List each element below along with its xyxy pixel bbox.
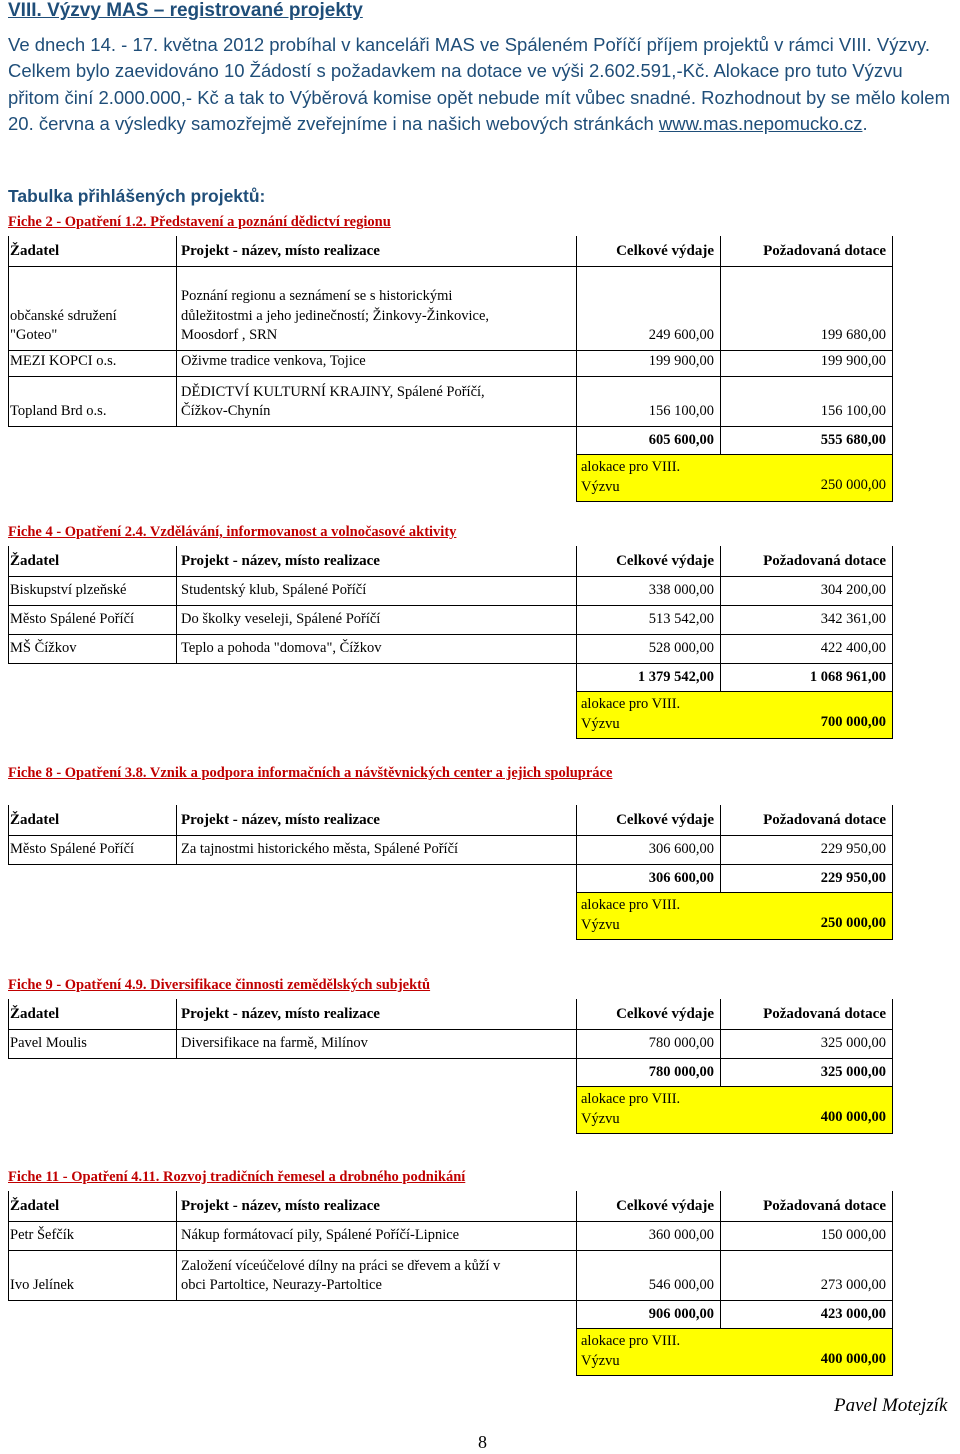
total-cell: 338 000,00 (648, 582, 714, 598)
column-divider (576, 1191, 577, 1301)
project-cell: DĚDICTVÍ KULTURNÍ KRAJINY, Spálené Poříčí, Čížkov-Chynín (181, 383, 485, 419)
subsidy-cell: 325 000,00 (820, 1035, 886, 1051)
sum-subsidy: 555 680,00 (820, 432, 886, 448)
table-heading: Tabulka přihlášených projektů: (8, 186, 266, 206)
section-title: Fiche 9 - Opatření 4.9. Diversifikace činnosti zemědělských subjektů (8, 977, 431, 993)
applicant-cell: Petr Šefčík (10, 1227, 75, 1243)
row-divider (8, 576, 892, 577)
sum-subsidy: 1 068 961,00 (809, 669, 886, 685)
allocation-value: 400 000,00 (820, 1351, 886, 1367)
sum-subsidy: 423 000,00 (820, 1306, 886, 1322)
column-divider (8, 1191, 9, 1301)
project-cell: Do školky veseleji, Spálené Poříčí (181, 611, 381, 627)
column-divider (176, 805, 177, 865)
project-cell: Teplo a pohoda "domova", Čížkov (181, 640, 382, 656)
total-cell: 780 000,00 (648, 1035, 714, 1051)
column-header-total: Celkové výdaje (616, 1006, 714, 1022)
column-header-project: Projekt - název, místo realizace (181, 1006, 380, 1022)
column-divider (720, 999, 721, 1059)
column-divider (720, 1191, 721, 1301)
column-divider (720, 546, 721, 664)
row-divider (8, 1221, 892, 1222)
total-cell: 156 100,00 (648, 403, 714, 419)
subsidy-cell: 199 900,00 (820, 353, 886, 369)
column-header-total: Celkové výdaje (616, 812, 714, 828)
row-divider (8, 350, 892, 351)
applicant-cell: Ivo Jelínek (10, 1277, 75, 1293)
column-header-applicant: Žadatel (10, 553, 60, 569)
column-divider (176, 236, 177, 427)
column-divider (8, 546, 9, 664)
column-divider (720, 805, 721, 865)
sum-total: 306 600,00 (648, 870, 714, 886)
column-divider (576, 999, 577, 1059)
allocation-label: alokace pro VIII. Výzvu (581, 1333, 681, 1369)
section-title: Fiche 4 - Opatření 2.4. Vzdělávání, informovanost a volnočasové aktivity (8, 524, 457, 540)
column-divider (576, 1300, 577, 1329)
row-divider (8, 1300, 892, 1301)
row-divider (8, 1058, 892, 1059)
column-header-project: Projekt - název, místo realizace (181, 553, 380, 569)
allocation-box (576, 1086, 893, 1134)
row-divider (8, 634, 892, 635)
column-divider (576, 546, 577, 664)
column-header-project: Projekt - název, místo realizace (181, 812, 380, 828)
allocation-box (576, 454, 893, 502)
allocation-value: 700 000,00 (820, 714, 886, 730)
allocation-value: 250 000,00 (820, 477, 886, 493)
section-title: Fiche 11 - Opatření 4.11. Rozvoj tradičních řemesel a drobného podnikání (8, 1169, 466, 1185)
sum-total: 780 000,00 (648, 1064, 714, 1080)
row-divider (8, 426, 892, 427)
applicant-cell: Pavel Moulis (10, 1035, 87, 1051)
column-divider (576, 236, 577, 427)
total-cell: 528 000,00 (648, 640, 714, 656)
row-divider (8, 835, 892, 836)
column-divider (720, 426, 721, 455)
applicant-cell: MŠ Čížkov (10, 640, 77, 656)
applicant-cell: Biskupství plzeňské (10, 582, 127, 598)
total-cell: 546 000,00 (648, 1277, 714, 1293)
row-divider (8, 605, 892, 606)
subsidy-cell: 273 000,00 (820, 1277, 886, 1293)
website-link[interactable]: www.mas.nepomucko.cz (658, 113, 863, 135)
signature: Pavel Motejzík (834, 1395, 948, 1416)
column-divider (8, 236, 9, 427)
column-header-subsidy: Požadovaná dotace (763, 1006, 886, 1022)
subsidy-cell: 156 100,00 (820, 403, 886, 419)
sum-subsidy: 325 000,00 (820, 1064, 886, 1080)
allocation-value: 400 000,00 (820, 1109, 886, 1125)
sum-total: 906 000,00 (648, 1306, 714, 1322)
subsidy-cell: 150 000,00 (820, 1227, 886, 1243)
project-cell: Založení víceúčelové dílny na práci se dřevem a kůží v obci Partoltice, Neurazy-Partoltice (181, 1257, 501, 1293)
subsidy-cell: 229 950,00 (820, 841, 886, 857)
column-header-subsidy: Požadovaná dotace (763, 812, 886, 828)
column-divider (576, 805, 577, 865)
allocation-value: 250 000,00 (820, 915, 886, 931)
column-divider (720, 236, 721, 427)
column-divider (576, 1058, 577, 1087)
section-title: Fiche 8 - Opatření 3.8. Vznik a podpora informačních a návštěvnických center a jejich spolupráce (8, 765, 613, 781)
total-cell: 360 000,00 (648, 1227, 714, 1243)
row-divider (8, 266, 892, 267)
row-divider (8, 663, 892, 664)
allocation-label: alokace pro VIII. Výzvu (581, 696, 681, 732)
column-divider (176, 999, 177, 1059)
total-cell: 513 542,00 (648, 611, 714, 627)
row-divider (8, 1250, 892, 1251)
total-cell: 199 900,00 (648, 353, 714, 369)
allocation-box (576, 1328, 893, 1376)
column-header-applicant: Žadatel (10, 243, 60, 259)
section-title: Fiche 2 - Opatření 1.2. Představení a poznání dědictví regionu (8, 214, 391, 230)
column-divider (576, 426, 577, 455)
column-divider (892, 426, 893, 455)
allocation-label: alokace pro VIII. Výzvu (581, 1091, 681, 1127)
column-divider (720, 1300, 721, 1329)
column-header-project: Projekt - název, místo realizace (181, 1198, 380, 1214)
subsidy-cell: 199 680,00 (820, 327, 886, 343)
applicant-cell: Město Spálené Poříčí (10, 611, 135, 627)
column-divider (720, 1058, 721, 1087)
column-divider (892, 999, 893, 1059)
column-divider (8, 999, 9, 1059)
row-divider (8, 864, 892, 865)
sum-total: 605 600,00 (648, 432, 714, 448)
total-cell: 249 600,00 (648, 327, 714, 343)
applicant-cell: Topland Brd o.s. (10, 403, 107, 419)
column-divider (576, 864, 577, 893)
page-number: 8 (478, 1432, 487, 1452)
column-divider (176, 546, 177, 664)
subsidy-cell: 304 200,00 (820, 582, 886, 598)
column-header-subsidy: Požadovaná dotace (763, 553, 886, 569)
column-divider (892, 546, 893, 664)
column-divider (576, 663, 577, 692)
column-header-applicant: Žadatel (10, 1006, 60, 1022)
project-cell: Za tajnostmi historického města, Spálené Poříčí (181, 841, 459, 857)
applicant-cell: MEZI KOPCI o.s. (10, 353, 117, 369)
allocation-label: alokace pro VIII. Výzvu (581, 459, 681, 495)
applicant-cell: Město Spálené Poříčí (10, 841, 135, 857)
column-header-total: Celkové výdaje (616, 243, 714, 259)
column-divider (892, 663, 893, 692)
column-divider (892, 1191, 893, 1301)
column-divider (720, 864, 721, 893)
intro-paragraph (8, 32, 953, 138)
column-header-subsidy: Požadovaná dotace (763, 1198, 886, 1214)
column-header-total: Celkové výdaje (616, 1198, 714, 1214)
subsidy-cell: 422 400,00 (820, 640, 886, 656)
project-cell: Diversifikace na farmě, Milínov (181, 1035, 368, 1051)
column-divider (892, 236, 893, 427)
column-divider (176, 1191, 177, 1301)
intro-text: Ve dnech 14. - 17. května 2012 probíhal v kanceláři MAS ve Spáleném Poříčí příjem projektů v rámci VIII. Výzvy. Celkem bylo zaevidováno 10 Žádostí s požadavkem na dotace ve výši 2.602.591,-Kč. Alokace pro tuto Výzvu přitom činí 2.000.000,- Kč a tak to Výběrová komise opět nebude mít vůbec snadné. Rozhodnout by se mělo kolem 20. června a výsledky samozřejmě zveřejníme i na našich webových stránkách (8, 34, 950, 135)
intro-end: . (862, 113, 868, 135)
project-cell: Studentský klub, Spálené Poříčí (181, 582, 367, 598)
column-header-applicant: Žadatel (10, 1198, 60, 1214)
column-divider (892, 1058, 893, 1087)
column-header-total: Celkové výdaje (616, 553, 714, 569)
allocation-box (576, 892, 893, 940)
allocation-box (576, 691, 893, 739)
subsidy-cell: 342 361,00 (820, 611, 886, 627)
column-divider (892, 1300, 893, 1329)
column-header-applicant: Žadatel (10, 812, 60, 828)
sum-subsidy: 229 950,00 (820, 870, 886, 886)
column-header-project: Projekt - název, místo realizace (181, 243, 380, 259)
column-divider (8, 805, 9, 865)
row-divider (8, 1029, 892, 1030)
project-cell: Oživme tradice venkova, Tojice (181, 353, 366, 369)
total-cell: 306 600,00 (648, 841, 714, 857)
column-header-subsidy: Požadovaná dotace (763, 243, 886, 259)
project-cell: Poznání regionu a seznámení se s historickými důležitostmi a jeho jedinečností; Žinkovy-Žinkovice, Moosdorf , SRN (181, 288, 490, 343)
column-divider (892, 864, 893, 893)
allocation-label: alokace pro VIII. Výzvu (581, 897, 681, 933)
row-divider (8, 376, 892, 377)
sum-total: 1 379 542,00 (637, 669, 714, 685)
column-divider (892, 805, 893, 865)
project-cell: Nákup formátovací pily, Spálené Poříčí-Lipnice (181, 1227, 460, 1243)
column-divider (720, 663, 721, 692)
page-heading: VIII. Výzvy MAS – registrované projekty (8, 0, 363, 21)
applicant-cell: občanské sdružení "Goteo" (10, 307, 117, 343)
